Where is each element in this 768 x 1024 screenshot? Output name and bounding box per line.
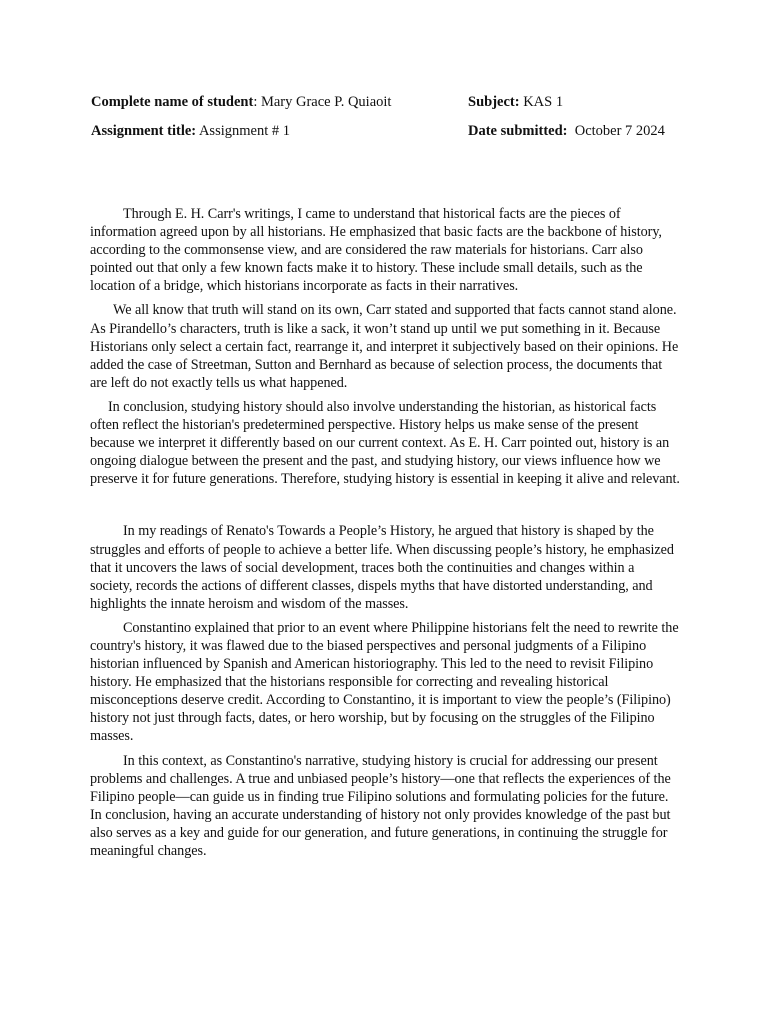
date-submitted-value: October 7 2024 [567,123,665,139]
essay-body [90,205,680,866]
paragraph-constantino-conclusion: In this context, as Constantino's narrative, studying history is crucial for addressing our present problems and challenges. A true and unbiased people’s history—one that reflects the experiences of the Filipino people—can guide us in finding true Filipino solutions and formulating policies for the future. In conclusion, having an accurate understanding of history not only provides knowledge of the past but also serves as a key and guide for our generation, and future generations, in continuing the struggle for meaningful changes. [90,752,671,859]
paragraph-constantino-explanation: Constantino explained that prior to an event where Philippine historians felt the need to rewrite the country's history, it was flawed due to the biased perspectives and personal judgments of a Filipino historian influenced by Spanish and American historiography. This led to the need to revisit Filipino history. He emphasized that the historians responsible for correcting and revealing historical misconceptions deserve credit. According to Constantino, it is important to view the people’s (Filipino) history not just through facts, dates, or hero worship, but by focusing on the struggles of the Filipino masses. [90,619,679,745]
paragraph-carr-facts: Through E. H. Carr's writings, I came to understand that historical facts are the pieces of information agreed upon by all historians. He emphasized that basic facts are the backbone of history, according to the commonsense view, and are considered the raw materials for historians. Carr also pointed out that only a few known facts make it to history. These include small details, such as the location of a bridge, which historians incorporate as facts in their narratives. [90,206,662,295]
student-name-separator: : [253,94,261,110]
assignment-title-label: Assignment title: [91,123,197,139]
assignment-header [91,92,711,150]
subject-label: Subject: [468,94,520,110]
section-gap [90,494,680,522]
student-name-label: Complete name of student [91,94,254,110]
paragraph-renato-history: In my readings of Renato's Towards a People’s History, he argued that history is shaped by the struggles and efforts of people to achieve a better life. When discussing people’s history, he emphasized that it uncovers the laws of social development, traces both the continuities and changes within a society, records the actions of different classes, dispels myths that have distorted understanding, and highlights the innate heroism and wisdom of the masses. [90,523,674,612]
student-name-value: Mary Grace P. Quiaoit [260,94,392,110]
assignment-title-value: Assignment # 1 [196,123,290,139]
date-submitted-label: Date submitted: [468,123,568,139]
subject-value: KAS 1 [519,94,564,110]
date-submitted-field [468,121,665,141]
assignment-title-field [91,121,290,141]
subject-field [468,92,563,112]
paragraph-carr-truth: We all know that truth will stand on its own, Carr stated and supported that facts cannot stand alone. As Pirandello’s characters, truth is like a sack, it won’t stand up until we put something in it. Because Historians only select a certain fact, rearrange it, and interpret it subjectively based on their opinions. He added the case of Streetman, Sutton and Bernhard as because of selection process, the documents that are left do not exactly tells us what happened. [90,302,679,391]
paragraph-carr-conclusion: In conclusion, studying history should also involve understanding the historian, as historical facts often reflect the historian's predetermined perspective. History helps us make sense of the present because we interpret it differently based on our current context. As E. H. Carr pointed out, history is an ongoing dialogue between the present and the past, and studying history, our views influence how we preserve it for future generations. Therefore, studying history is essential in keeping it alive and relevant. [90,398,680,488]
header-row-2 [91,121,711,150]
header-row-1 [91,92,711,121]
student-name-field [91,92,391,112]
